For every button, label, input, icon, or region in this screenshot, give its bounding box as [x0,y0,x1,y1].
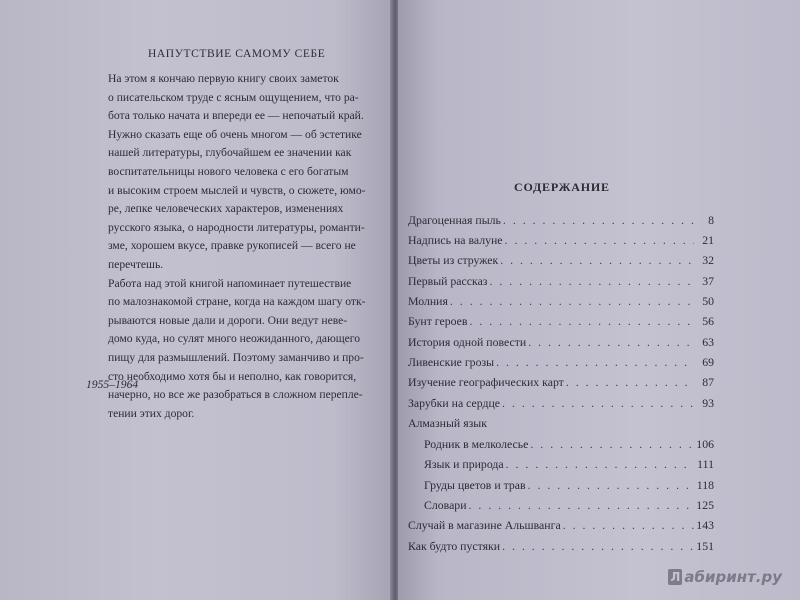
toc-entry-title: Словари [424,498,467,512]
toc-entry-page: 69 [702,355,714,369]
toc-entry [408,311,714,329]
toc-leader-dots [502,539,694,554]
toc-entry [408,271,714,289]
toc-entry-page: 151 [696,539,714,553]
toc-entry-title: Изучение географических карт [408,375,564,389]
labirint-watermark [668,568,782,586]
afterword-paragraph-2 [86,275,376,424]
toc-entry-title: История одной повести [408,335,527,349]
toc-leader-dots [469,314,694,329]
toc-entry-page: 143 [696,518,714,532]
toc-leader-dots [563,518,694,533]
toc-entry-title: Язык и природа [424,457,504,471]
toc-entry-page: 118 [696,478,714,492]
toc-entry [408,352,714,370]
toc-entry [408,230,714,248]
toc-entry-page: 21 [702,233,714,247]
text-line: пищу для размышлений. Поэтому заманчиво и про- [108,350,364,364]
toc-entry-title: Бунт героев [408,314,468,328]
toc-entry-page: 63 [702,335,714,349]
text-line: русского языка, о народности литературы, романти- [108,220,365,234]
toc-entry-page: 37 [702,274,714,288]
toc-subentry [424,434,714,452]
toc-leader-dots [450,294,694,309]
toc-entry-title: Ливенские грозы [408,355,495,369]
toc-entry-page: 93 [702,396,714,410]
toc-leader-dots [528,478,694,493]
toc-entry-page: 50 [702,294,714,308]
text-line: рываются новые дали и дороги. Они ведут неве- [108,313,348,327]
toc-subentry [424,475,714,493]
toc-entry [408,210,714,228]
text-line: о писательском труде с ясным ощущением, что ра- [108,90,359,104]
text-line: ре, лепке человеческих характеров, изменениях [108,202,344,216]
afterword-text [86,70,376,423]
toc-entry-title: Первый рассказ [408,274,488,288]
text-line: по малознакомой стране, когда на каждом шагу отк- [108,295,366,309]
afterword-paragraph-1 [86,70,376,275]
text-line: тении этих дорог. [108,406,195,420]
text-line: Нужно сказать еще об очень многом — об эстетике [108,127,362,141]
toc-section-heading [408,413,714,431]
toc-entry-title: Молния [408,294,448,308]
toc-entry-title: Драгоценная пыль [408,213,501,227]
toc-subentry [424,454,714,472]
toc-entry-title: Надпись на валуне [408,233,503,247]
toc-subentry [424,495,714,513]
text-line: и высоким строем мыслей и чувств, о сюжете, юмо- [108,183,366,197]
toc-leader-dots [496,355,694,370]
toc-leader-dots [489,274,694,289]
toc-entry-title: Родник в мелколесье [424,437,529,451]
toc-entry-page: 106 [696,437,714,451]
text-line: Работа над этой книгой напоминает путешествие [108,276,352,290]
toc-entry-page: 111 [697,457,714,471]
toc-entry-page: 87 [702,375,714,389]
watermark-text: абиринт.ру [684,568,782,586]
text-line: зме, хорошем вкусе, правке рукописей — всего не [108,239,356,253]
toc-entry-page: 56 [702,314,714,328]
toc-leader-dots [566,375,694,390]
text-line: домо куда, но сулят много неожиданного, дающего [108,332,361,346]
toc-entry-title: Алмазный язык [408,416,487,430]
toc-title: СОДЕРЖАНИЕ [514,180,610,194]
text-line: На этом я кончаю первую книгу своих заметок [108,72,339,85]
toc-entry [408,536,714,554]
toc-entry [408,393,714,411]
text-line: перечтешь. [108,257,164,271]
text-line: бота только начата и впереди ее — непочатый край. [108,109,364,123]
toc-leader-dots [503,213,694,228]
toc-entry-title: Случай в магазине Альшванга [408,518,561,532]
toc-leader-dots [530,437,694,452]
labirint-logo-icon: Л [668,569,682,585]
toc-entry-page: 8 [708,213,714,227]
toc-leader-dots [506,457,694,472]
toc-leader-dots [502,396,694,411]
text-line: воспитательницы нового человека с его богатым [108,164,349,178]
toc-entry-page: 32 [702,253,714,267]
text-line: начерно, но все же разобраться в сложном перепле- [108,388,363,402]
toc-leader-dots [500,253,694,268]
toc-entry [408,372,714,390]
toc-entry [408,515,714,533]
toc-leader-dots [528,335,694,350]
toc-entry-title: Цветы из стружек [408,253,499,267]
afterword-years: 1955–1964 [86,378,139,391]
toc-entry-title: Зарубки на сердце [408,396,501,410]
toc-entry-title: Как будто пустяки [408,539,501,553]
afterword-title: НАПУТСТВИЕ САМОМУ СЕБЕ [148,48,326,60]
toc-entry-title: Груды цветов и трав [424,478,526,492]
text-line: нашей литературы, глубочайшем ее значении как [108,146,352,160]
toc-leader-dots [469,498,694,513]
text-line: сто необходимо хотя бы и неполно, как говорится, [108,369,357,383]
toc-entry-page: 125 [696,498,714,512]
toc-leader-dots [505,233,694,248]
toc-entry [408,332,714,350]
left-page [0,0,392,600]
toc-entry [408,250,714,268]
toc-entry [408,291,714,309]
